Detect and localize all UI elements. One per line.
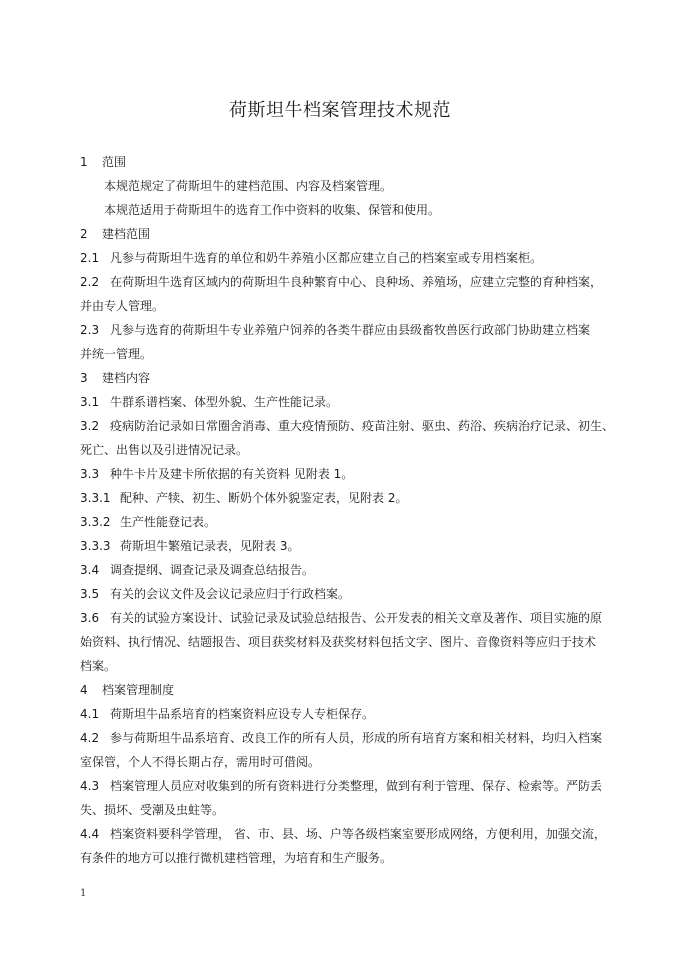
document-line [80,750,602,774]
section-number: 3.3.1 [80,491,111,505]
document-line [80,150,602,174]
document-title: 荷斯坦牛档案管理技术规范 [229,100,451,121]
line-text: 本规范规定了荷斯坦牛的建档范围、内容及档案管理。 [104,179,393,193]
line-text: 范围 [102,155,127,169]
line-text: 有条件的地方可以推行微机建档管理，为培育和生产服务。 [80,851,393,865]
document-line [80,462,602,486]
document-line [80,174,602,198]
line-text: 档案。 [80,659,117,673]
line-text: 并由专人管理。 [80,299,165,313]
document-line [80,774,602,798]
section-number: 2 [80,227,88,241]
line-text: 有关的会议文件及会议记录应归于行政档案。 [110,587,351,601]
document-line [80,318,602,342]
document-line [80,846,602,870]
document-line [80,702,602,726]
document-line [80,582,602,606]
document-line [80,438,602,462]
document-line [80,198,602,222]
line-text: 凡参与选育的荷斯坦牛专业养殖户饲养的各类牛群应由县级畜牧兽医行政部门协助建立档案 [110,323,591,337]
line-text: 调查提纲、调查记录及调查总结报告。 [110,563,315,577]
section-number: 4.2 [80,731,100,745]
line-text: 参与荷斯坦牛品系培育、改良工作的所有人员，形成的所有培育方案和相关材料，均归入档案 [110,731,603,745]
line-text: 始资料、执行情况、结题报告、项目获奖材料及获奖材料包括文字、图片、音像资料等应归于技术 [80,635,597,649]
section-number: 3.3.3 [80,539,111,553]
document-line [80,726,602,750]
section-number: 3.1 [80,395,100,409]
line-text: 失、损坏、受潮及虫蛀等。 [80,803,225,817]
line-text: 生产性能登记表。 [120,515,217,529]
document-line [80,486,602,510]
document-line [80,342,602,366]
line-text: 死亡、出售以及引进情况记录。 [80,443,249,457]
document-line [80,534,602,558]
document-line [80,414,615,438]
section-number: 2.1 [80,251,100,265]
section-number: 3.6 [80,611,100,625]
section-number: 4.1 [80,707,100,721]
line-text: 档案管理制度 [102,683,175,697]
line-text: 档案管理人员应对收集到的所有资料进行分类整理，做到有利于管理、保存、检索等。严防丢 [110,779,603,793]
section-number: 1 [80,155,88,169]
document-line [80,606,602,630]
document-line [80,654,602,678]
line-text: 建档范围 [102,227,151,241]
document-line [80,798,602,822]
document-line [80,558,602,582]
line-text: 牛群系谱档案、体型外貌、生产性能记录。 [110,395,339,409]
section-number: 3.3 [80,467,100,481]
document-line [80,366,602,390]
document-line [80,270,602,294]
section-number: 4 [80,683,88,697]
document-line [80,630,602,654]
section-number: 4.3 [80,779,100,793]
line-text: 疫病防治记录如日常圈舍消毒、重大疫情预防、疫苗注射、驱虫、药浴、疾病治疗记录、初生、 [110,419,615,433]
document-line [80,510,602,534]
line-text: 并统一管理。 [80,347,153,361]
line-text: 种牛卡片及建卡所依据的有关资料 见附表 1。 [110,467,354,481]
line-text: 配种、产犊、初生、断奶个体外貌鉴定表，见附表 2。 [120,491,408,505]
line-text: 档案资料要科学管理， 省、市、县、场、户等各级档案室要形成网络，方便利用，加强交流， [110,827,606,841]
section-number: 3.4 [80,563,100,577]
line-text: 有关的试验方案设计、试验记录及试验总结报告、公开发表的相关文章及著作、项目实施的原 [110,611,603,625]
line-text: 荷斯坦牛繁殖记录表，见附表 3。 [120,539,300,553]
document-line [80,294,602,318]
section-number: 3.3.2 [80,515,111,529]
section-number: 3.2 [80,419,100,433]
section-number: 2.3 [80,323,100,337]
line-text: 本规范适用于荷斯坦牛的选育工作中资料的收集、保管和使用。 [104,203,441,217]
document-body [80,150,615,870]
line-text: 凡参与荷斯坦牛选育的单位和奶牛养殖小区都应建立自己的档案室或专用档案柜。 [110,251,543,265]
section-number: 3 [80,371,88,385]
line-text: 室保管，个人不得长期占存，需用时可借阅。 [80,755,321,769]
document-line [80,678,602,702]
page-number: 1 [80,888,87,899]
line-text: 建档内容 [102,371,151,385]
document-line [80,222,602,246]
section-number: 2.2 [80,275,100,289]
document-line [80,822,606,846]
line-text: 荷斯坦牛品系培育的档案资料应设专人专柜保存。 [110,707,375,721]
line-text: 在荷斯坦牛选育区域内的荷斯坦牛良种繁育中心、良种场、养殖场，应建立完整的育种档案， [110,275,603,289]
section-number: 4.4 [80,827,100,841]
document-line [80,246,602,270]
document-line [80,390,602,414]
section-number: 3.5 [80,587,100,601]
